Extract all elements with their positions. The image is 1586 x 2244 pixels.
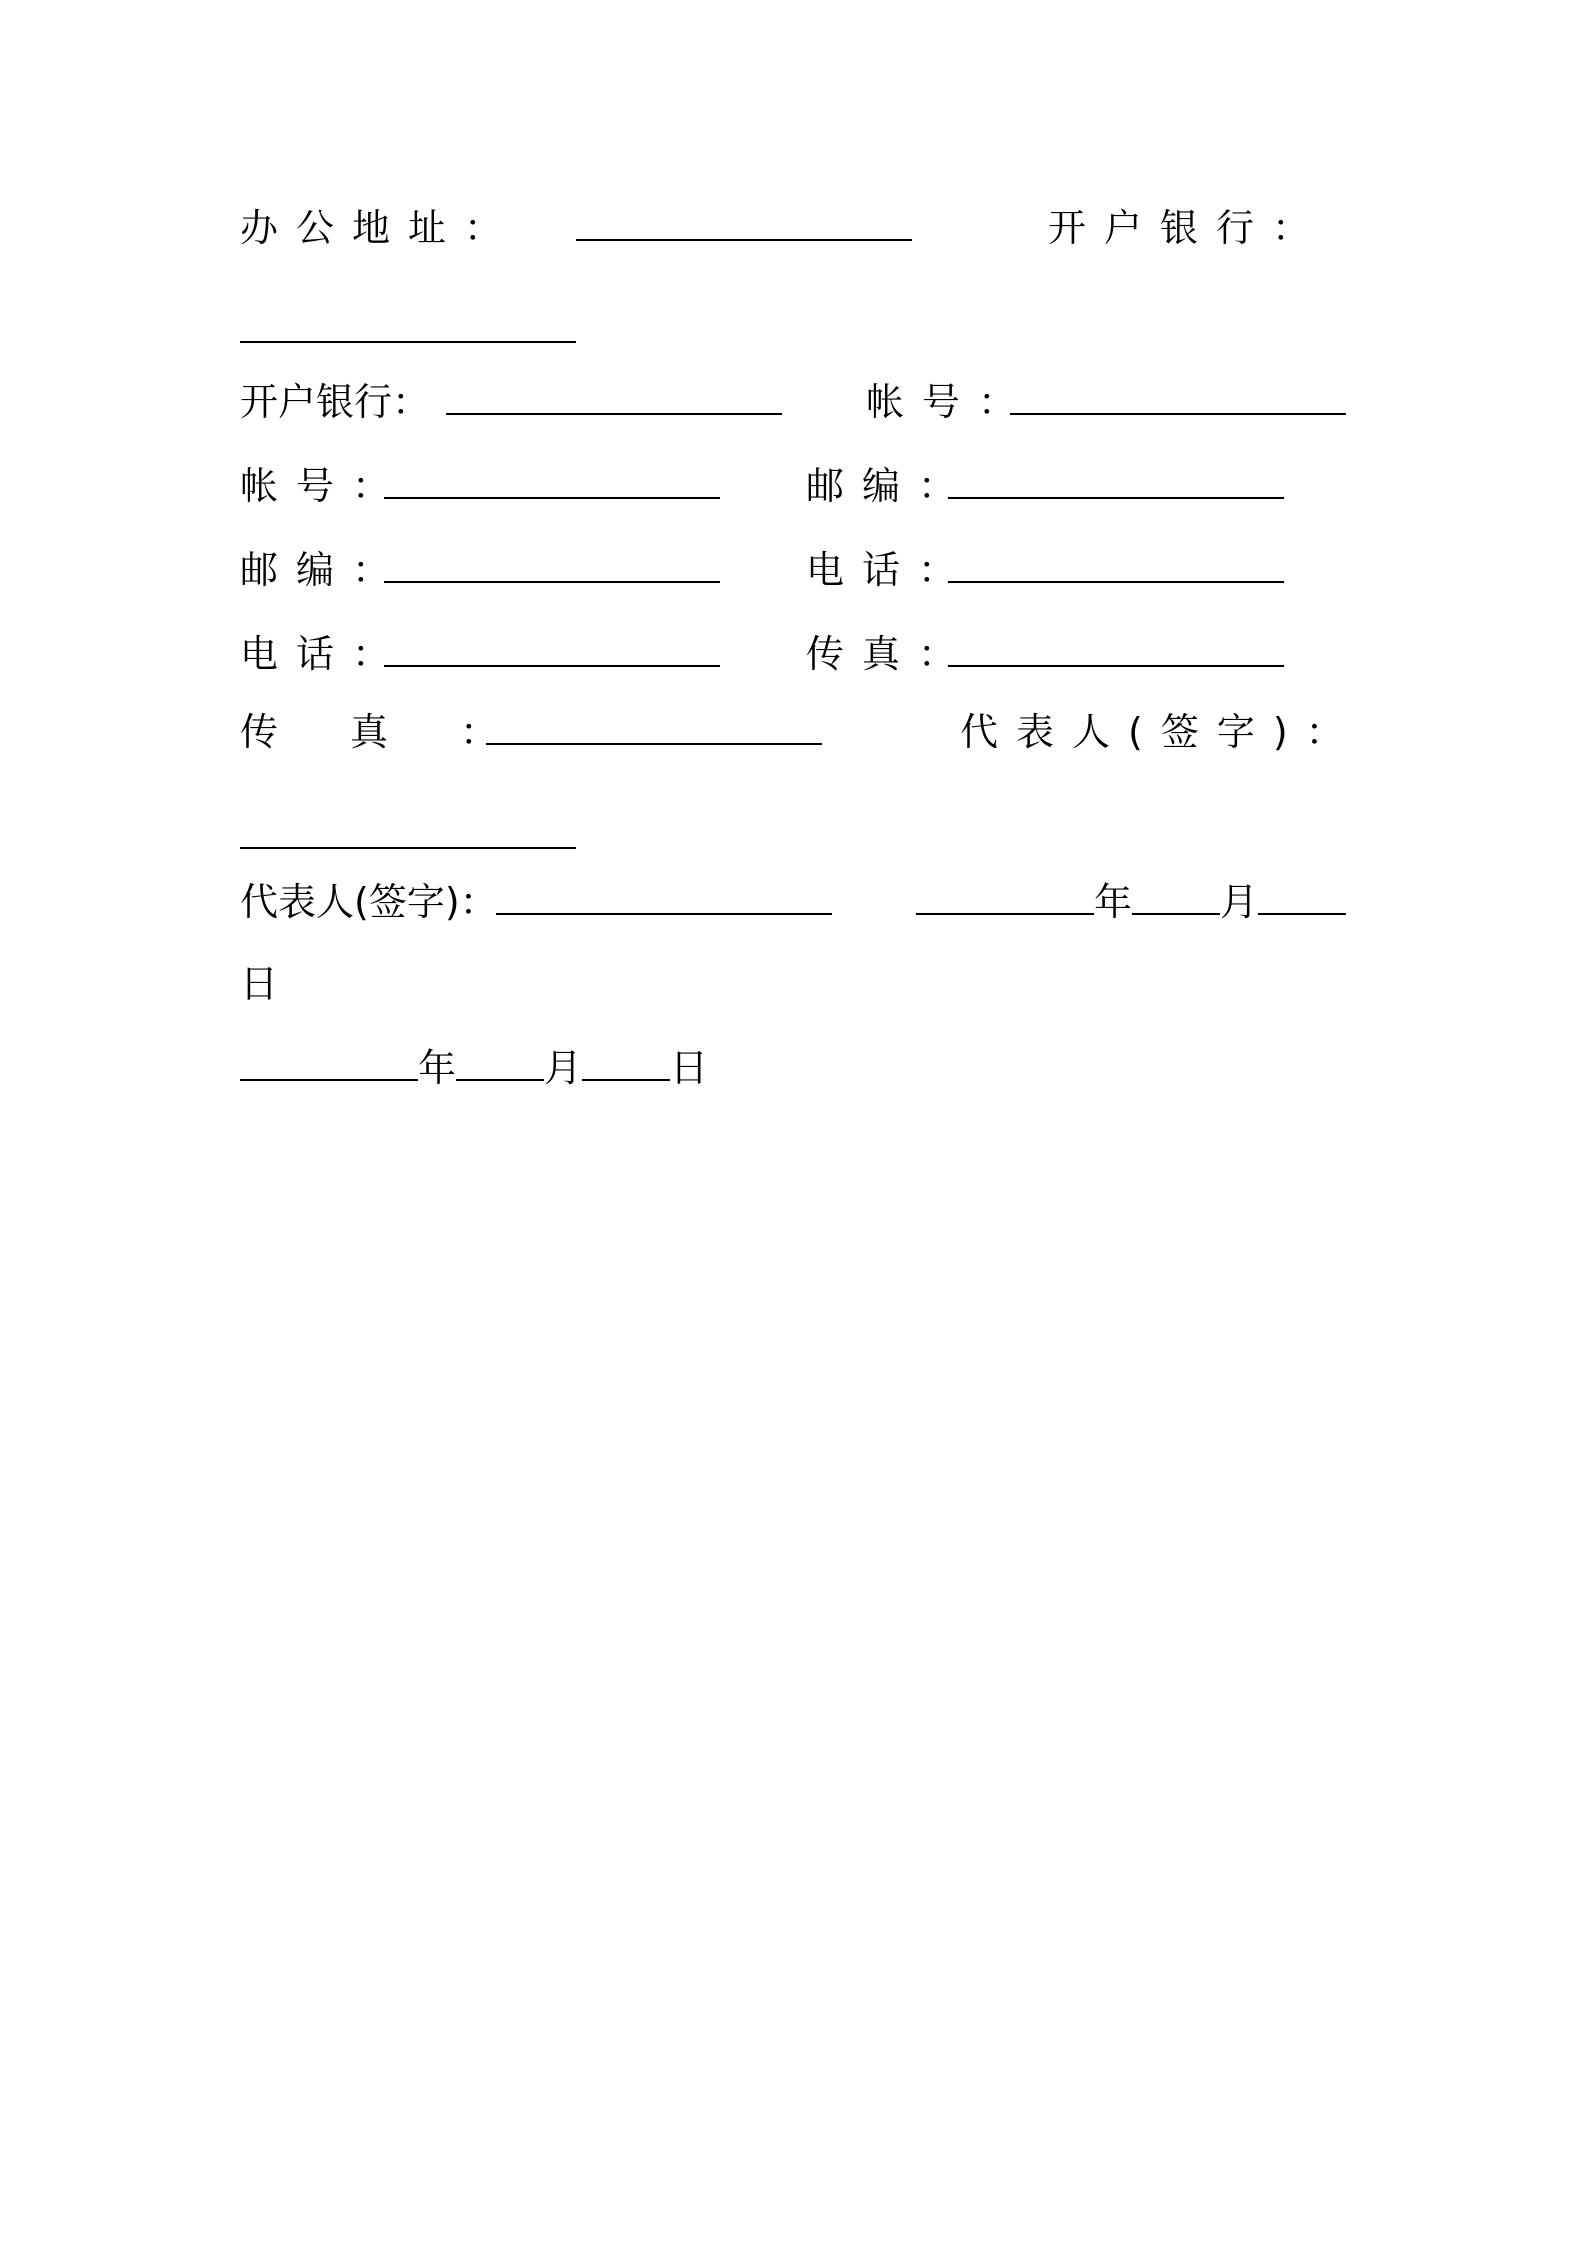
right-month-blank[interactable]	[1132, 875, 1220, 915]
left-day-blank[interactable]	[582, 1041, 670, 1081]
left-year-label: 年	[418, 1046, 457, 1090]
right-bank-blank[interactable]	[240, 303, 576, 343]
left-month-label: 月	[544, 1046, 583, 1090]
left-date	[240, 1028, 708, 1108]
row-left-date	[240, 1028, 1360, 1108]
left-month-blank[interactable]	[456, 1041, 544, 1081]
left-day-label: 日	[670, 1046, 709, 1090]
row-representative	[240, 862, 1360, 942]
right-account-blank[interactable]	[1010, 375, 1346, 415]
office-address-label: 办公地址：	[240, 206, 521, 250]
row-phone	[240, 614, 1360, 694]
right-day-blank[interactable]	[1258, 875, 1346, 915]
row-postcode	[240, 530, 1360, 610]
left-fax-label: 传真：	[240, 710, 571, 754]
left-representative-blank[interactable]	[496, 875, 832, 915]
row-right-day	[240, 944, 1360, 1024]
right-fax-blank[interactable]	[948, 627, 1284, 667]
left-year-blank[interactable]	[240, 1041, 418, 1081]
right-phone-label: 电话：	[806, 548, 975, 592]
row-office-address	[240, 188, 1360, 268]
right-date	[916, 862, 1346, 942]
right-account-label: 帐号：	[866, 380, 1035, 424]
office-address-blank[interactable]	[576, 201, 912, 241]
right-postcode-label: 邮编：	[806, 464, 975, 508]
right-fax-label: 传真：	[806, 632, 975, 676]
right-postcode-blank[interactable]	[948, 459, 1284, 499]
right-day-label: 日	[240, 962, 279, 1006]
right-year-label: 年	[1094, 880, 1133, 924]
left-postcode-blank[interactable]	[384, 543, 720, 583]
row-account	[240, 446, 1360, 526]
right-phone-blank[interactable]	[948, 543, 1284, 583]
left-fax-blank[interactable]	[486, 705, 822, 745]
left-account-blank[interactable]	[384, 459, 720, 499]
row-bank	[240, 362, 1360, 442]
right-year-blank[interactable]	[916, 875, 1094, 915]
left-representative-label: 代表人(签字)：	[240, 880, 498, 924]
right-month-label: 月	[1220, 880, 1259, 924]
right-representative-blank[interactable]	[240, 809, 576, 849]
left-account-label: 帐号：	[240, 464, 409, 508]
right-bank-label: 开户银行：	[1048, 206, 1329, 250]
left-bank-label: 开户银行：	[240, 380, 431, 424]
left-bank-blank[interactable]	[446, 375, 782, 415]
left-postcode-label: 邮编：	[240, 548, 409, 592]
row-fax	[240, 692, 1360, 772]
left-phone-label: 电话：	[240, 632, 409, 676]
row-right-bank-blank	[240, 290, 1360, 370]
left-phone-blank[interactable]	[384, 627, 720, 667]
right-representative-label: 代表人(签字)：	[960, 710, 1362, 754]
